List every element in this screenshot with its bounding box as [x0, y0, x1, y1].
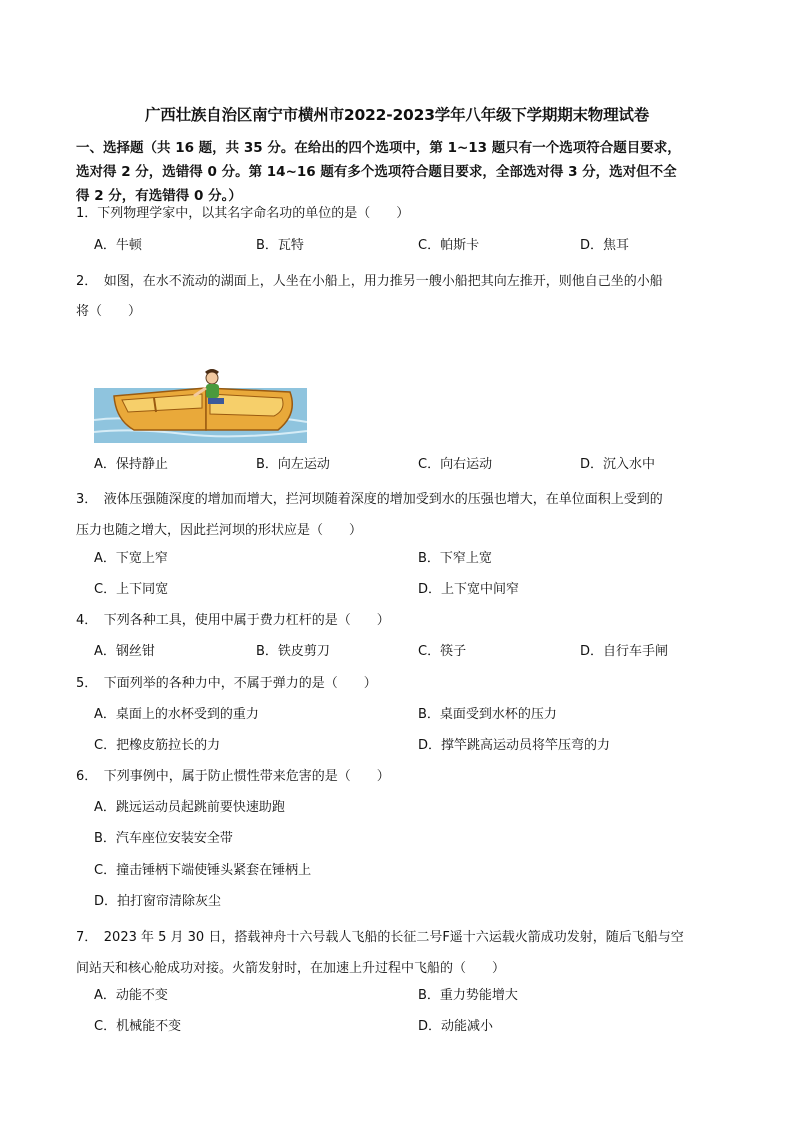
question-1-option-d: D．焦耳: [580, 238, 630, 253]
question-stem-line: 压力也随之增大，因此拦河坝的形状应是（ ）: [76, 523, 363, 538]
question-6-option-a: A．跳远运动员起跳前要快速助跑: [94, 800, 285, 815]
question-5-option-b: B．桌面受到水杯的压力: [418, 707, 557, 722]
question-7-option-a: A．动能不变: [94, 988, 168, 1003]
question-6-option-d: D．拍打窗帘清除灰尘: [94, 894, 222, 909]
question-3-option-b: B．下窄上宽: [418, 551, 492, 566]
section-heading: [76, 136, 760, 208]
question-stem-line: 4． 下列各种工具，使用中属于费力杠杆的是（ ）: [76, 613, 390, 628]
question-7-option-c: C．机械能不变: [94, 1019, 182, 1034]
question-1-option-a: A．牛顿: [94, 238, 142, 253]
question-3-stem: [76, 484, 760, 546]
question-1-option-b: B．瓦特: [256, 238, 304, 253]
page-title: 广西壮族自治区南宁市横州市2022-2023学年八年级下学期期末物理试卷: [144, 106, 649, 124]
question-stem-line: 6． 下列事例中，属于防止惯性带来危害的是（ ）: [76, 769, 390, 784]
question-6-stem: [76, 766, 760, 788]
question-stem-line: 7． 2023 年 5 月 30 日，搭载神舟十六号载人飞船的长征二号F遥十六运载火箭成功发射，随后飞船与空: [76, 930, 684, 945]
question-7-option-d: D．动能减小: [418, 1019, 494, 1034]
question-stem-line: 2． 如图，在水不流动的湖面上，人坐在小船上，用力推另一艘小船把其向左推开，则他自己坐的小船: [76, 274, 663, 289]
question-2-option-c: C．向右运动: [418, 457, 493, 472]
question-4-option-a: A．钢丝钳: [94, 644, 155, 659]
question-5-option-c: C．把橡皮筋拉长的力: [94, 738, 221, 753]
question-stem-line: 将（ ）: [76, 304, 142, 319]
question-3-option-c: C．上下同宽: [94, 582, 169, 597]
section-heading-line: 选对得 2 分，选错得 0 分。第 14~16 题有多个选项符合题目要求，全部选对得 3 分，选对但不全: [76, 164, 677, 180]
question-stem-line: 3． 液体压强随深度的增加而增大，拦河坝随着深度的增加受到水的压强也增大，在单位面积上受到的: [76, 492, 663, 507]
question-2-option-d: D．沉入水中: [580, 457, 656, 472]
question-4-option-b: B．铁皮剪刀: [256, 644, 330, 659]
question-7-stem: [76, 922, 760, 984]
question-5-stem: [76, 673, 760, 695]
question-stem-line: 间站天和核心舱成功对接。火箭发射时，在加速上升过程中飞船的（ ）: [76, 961, 506, 976]
question-6-option-c: C．撞击锤柄下端使锤头紧套在锤柄上: [94, 863, 312, 878]
question-3-option-d: D．上下宽中间窄: [418, 582, 520, 597]
question-5-option-d: D．撑竿跳高运动员将竿压弯的力: [418, 738, 611, 753]
question-2-option-b: B．向左运动: [256, 457, 330, 472]
question-6-option-b: B．汽车座位安装安全带: [94, 831, 233, 846]
question-4-stem: [76, 610, 760, 632]
question-5-option-a: A．桌面上的水杯受到的重力: [94, 707, 259, 722]
question-1-option-c: C．帕斯卡: [418, 238, 480, 253]
section-heading-line: 一、选择题（共 16 题，共 35 分。在给出的四个选项中，第 1~13 题只有一个选项符合题目要求，: [76, 140, 681, 156]
question-stem-line: 1．下列物理学家中，以其名字命名功的单位的是（ ）: [76, 206, 410, 221]
question-2-stem: [76, 267, 760, 327]
question-1-stem: [76, 203, 760, 225]
question-4-option-c: C．筷子: [418, 644, 467, 659]
question-2-option-a: A．保持静止: [94, 457, 168, 472]
question-4-option-d: D．自行车手闸: [580, 644, 669, 659]
boats-figure: [94, 368, 307, 443]
section-heading-line: 得 2 分，有选错得 0 分。）: [76, 188, 242, 204]
question-3-option-a: A．下宽上窄: [94, 551, 168, 566]
question-stem-line: 5． 下面列举的各种力中，不属于弹力的是（ ）: [76, 676, 377, 691]
question-7-option-b: B．重力势能增大: [418, 988, 518, 1003]
